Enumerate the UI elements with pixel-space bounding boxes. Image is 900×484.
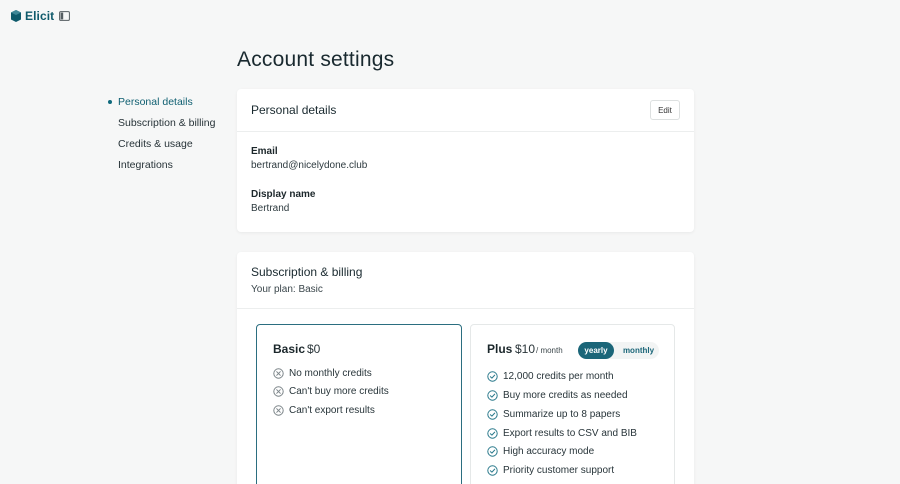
plan-feature [487, 463, 614, 477]
nav-item-label: Integrations [118, 159, 173, 171]
nav-item-subscription-billing[interactable] [118, 117, 228, 138]
nav-item-credits-usage[interactable] [118, 138, 228, 159]
plan-feature-label: Buy more credits as needed [503, 389, 628, 401]
card-divider [237, 131, 694, 132]
personal-details-title: Personal details [251, 103, 337, 117]
plan-feature-label: 12,000 credits per month [503, 370, 614, 382]
check-circle-icon [487, 446, 498, 457]
check-circle-icon [487, 465, 498, 476]
display-name-value: Bertrand [251, 203, 290, 214]
x-circle-icon [273, 368, 284, 379]
card-divider [237, 308, 694, 309]
nav-item-label: Credits & usage [118, 138, 193, 150]
nav-item-personal-details[interactable] [118, 96, 228, 117]
plan-price: $0 [307, 342, 321, 356]
current-plan-text: Your plan: Basic [251, 284, 323, 295]
check-circle-icon [487, 428, 498, 439]
active-indicator-dot [108, 100, 112, 104]
subscription-billing-card [237, 252, 694, 484]
subscription-title: Subscription & billing [251, 265, 363, 279]
page-title: Account settings [237, 48, 395, 71]
personal-details-card [237, 89, 694, 232]
plan-name: Basic [273, 342, 306, 356]
edit-button[interactable]: Edit [650, 100, 680, 120]
plan-feature [487, 444, 594, 458]
toggle-monthly[interactable]: monthly [622, 346, 655, 355]
plan-feature-label: Can't export results [289, 404, 375, 416]
plan-price: $10 [515, 342, 536, 356]
plan-feature-label: High accuracy mode [503, 445, 595, 457]
top-bar [0, 0, 900, 34]
app-name: Elicit [25, 9, 55, 23]
sidebar-toggle-icon[interactable] [59, 11, 70, 21]
billing-period-toggle [578, 342, 659, 359]
check-circle-icon [487, 390, 498, 401]
plan-feature-label: Summarize up to 8 papers [503, 408, 621, 420]
plan-feature [487, 426, 637, 440]
settings-nav [118, 96, 228, 180]
nav-item-integrations[interactable] [118, 159, 228, 180]
elicit-logo-icon [11, 10, 21, 22]
check-circle-icon [487, 371, 498, 382]
plan-price-period: / month [536, 346, 563, 355]
nav-item-label: Subscription & billing [118, 117, 216, 129]
toggle-yearly[interactable]: yearly [578, 342, 614, 359]
nav-item-label: Personal details [118, 96, 193, 108]
plan-feature [487, 369, 614, 383]
plan-name: Plus [487, 342, 513, 356]
plan-card-basic[interactable] [256, 324, 462, 484]
display-name-label: Display name [251, 189, 316, 200]
plan-feature-label: No monthly credits [289, 367, 372, 379]
x-circle-icon [273, 386, 284, 397]
plan-feature [273, 366, 372, 380]
plan-feature-label: Priority customer support [503, 464, 615, 476]
plan-feature [487, 388, 628, 402]
app-logo[interactable] [11, 9, 54, 23]
plan-feature [273, 384, 389, 398]
plan-feature [273, 403, 375, 417]
plan-feature [487, 407, 620, 421]
email-label: Email [251, 146, 278, 157]
plan-card-plus[interactable] [470, 324, 675, 484]
plan-feature-label: Export results to CSV and BIB [503, 427, 637, 439]
x-circle-icon [273, 405, 284, 416]
check-circle-icon [487, 409, 498, 420]
email-value: bertrand@nicelydone.club [251, 160, 368, 171]
plan-feature-label: Can't buy more credits [289, 385, 389, 397]
